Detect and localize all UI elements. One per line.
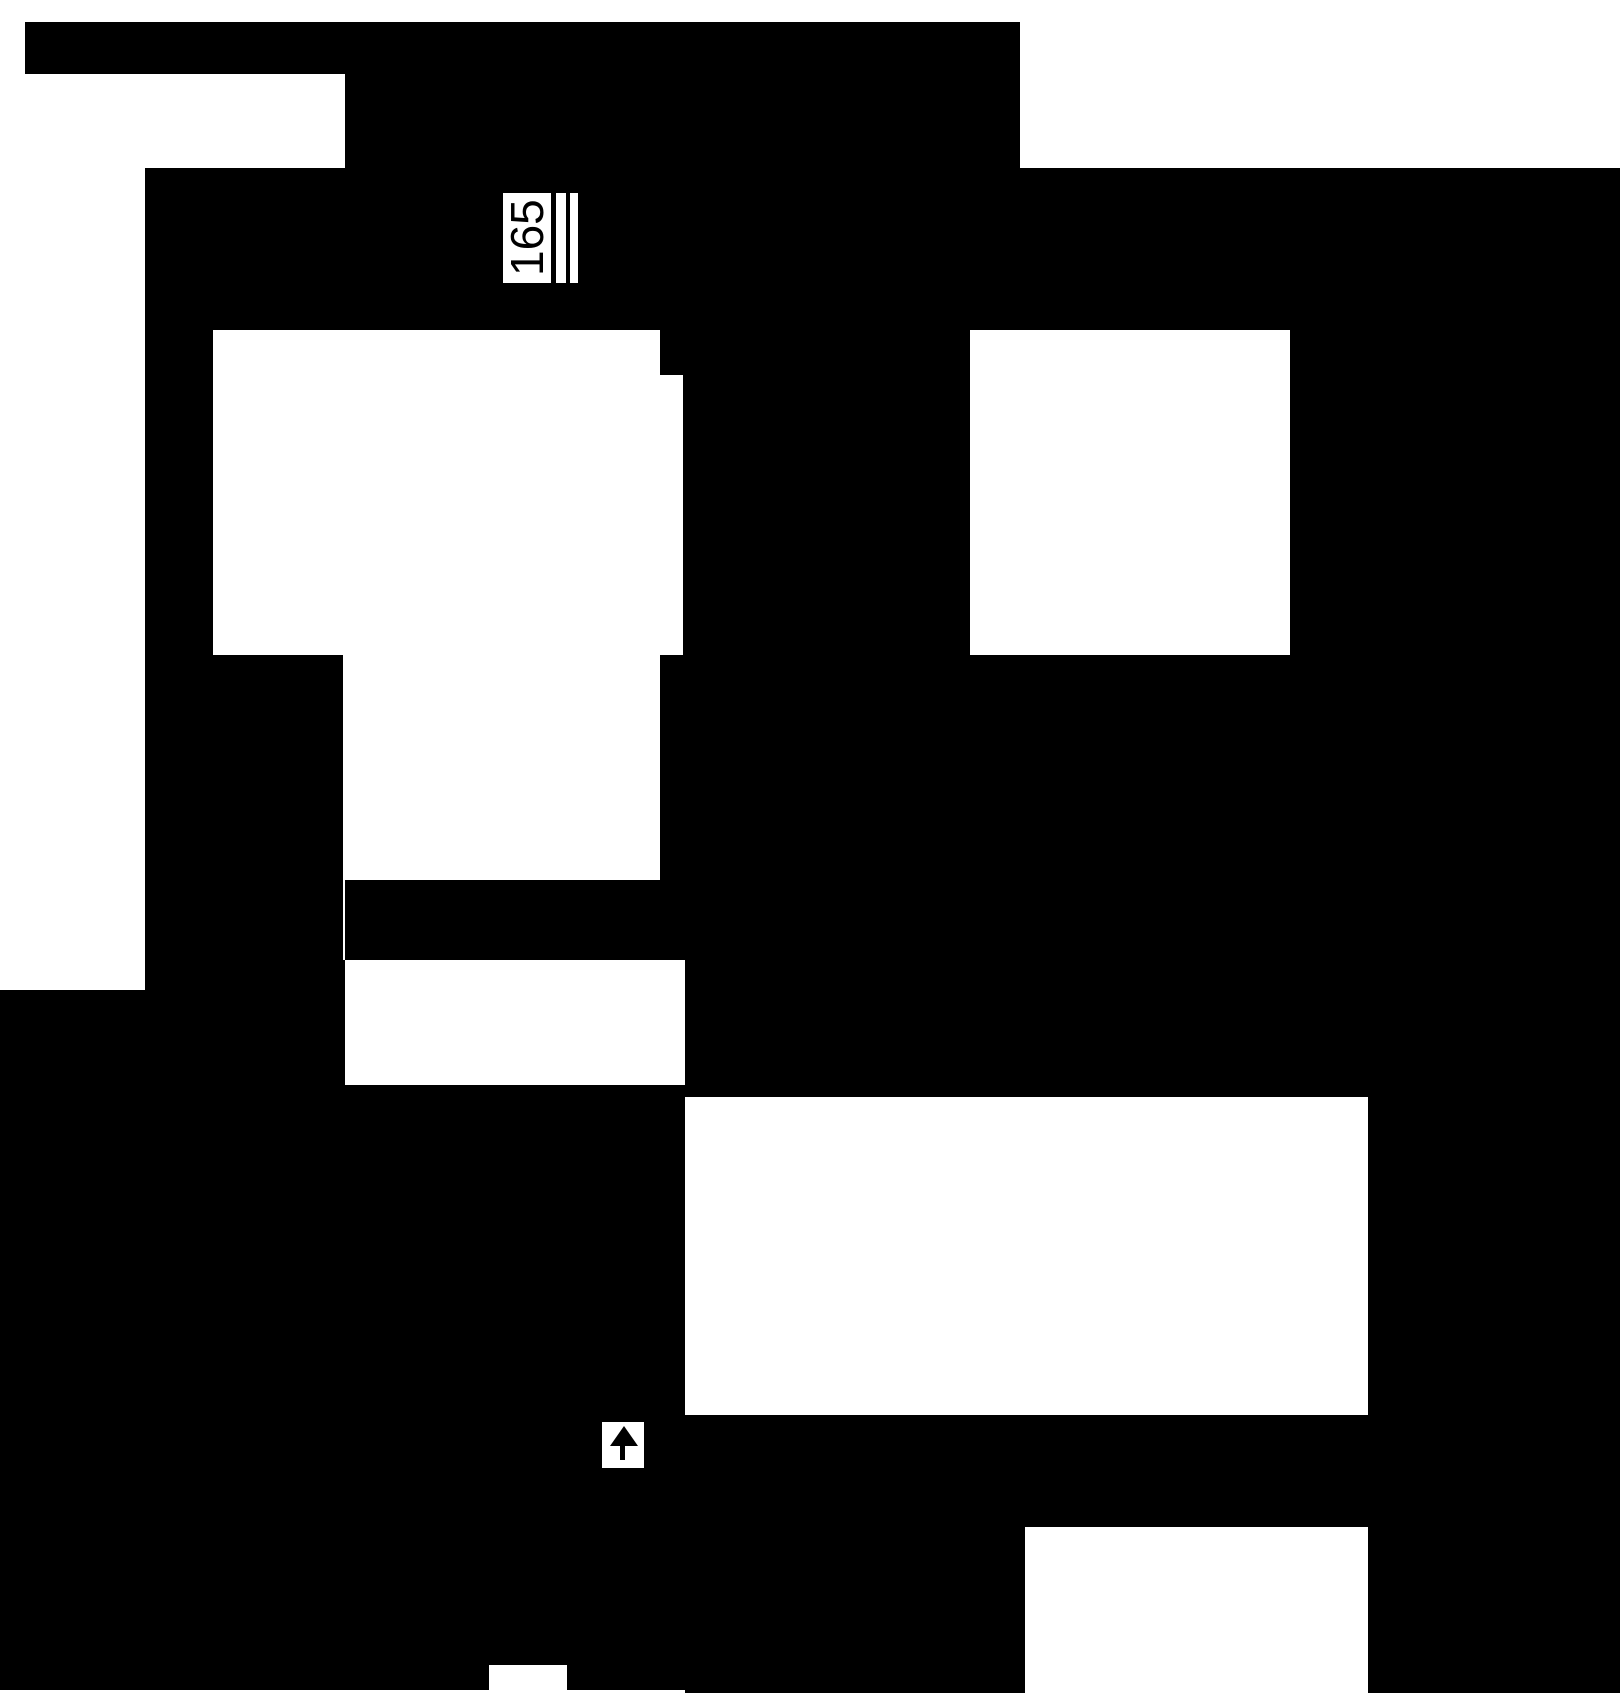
shape-block xyxy=(1368,168,1620,663)
vertical-number-label: 165 xyxy=(503,193,551,283)
shape-block xyxy=(345,22,685,177)
shape-block xyxy=(660,330,685,375)
shape-block xyxy=(685,1085,1368,1097)
white-region xyxy=(343,330,683,885)
shape-block xyxy=(1368,990,1620,1693)
shape-block xyxy=(345,1085,685,1690)
shape-block xyxy=(685,22,1020,177)
shape-block xyxy=(145,330,213,990)
white-region xyxy=(345,960,685,1085)
shape-block xyxy=(685,1415,1368,1515)
shape-block xyxy=(213,655,343,985)
shape-block xyxy=(1290,330,1370,665)
shape-block xyxy=(1480,655,1620,995)
shape-block xyxy=(145,960,345,1000)
shape-block xyxy=(660,655,1480,1085)
label-divider xyxy=(556,193,566,283)
white-region xyxy=(685,1097,1368,1415)
north-arrow-stem xyxy=(620,1444,625,1460)
shape-block xyxy=(25,22,345,74)
shape-block xyxy=(685,1515,1025,1693)
shape-block xyxy=(0,990,345,1690)
north-arrow-marker xyxy=(602,1422,644,1468)
north-arrow-icon xyxy=(610,1426,638,1446)
label-divider xyxy=(570,193,578,283)
shape-block xyxy=(145,168,1370,333)
white-region xyxy=(970,330,1290,660)
white-region xyxy=(489,1665,567,1693)
shape-block xyxy=(1025,1515,1368,1527)
shape-block xyxy=(660,330,970,665)
shape-block xyxy=(345,880,685,965)
